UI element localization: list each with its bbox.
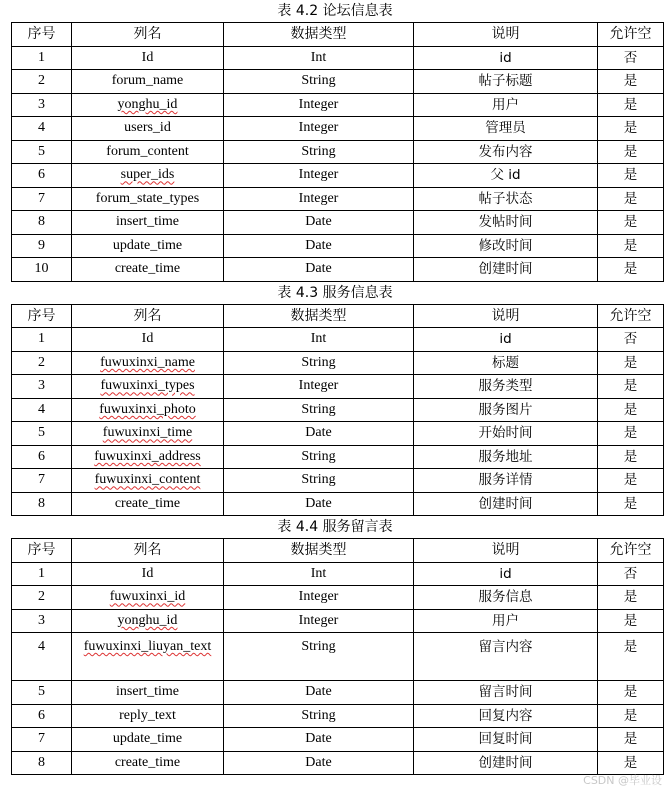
header-cell: 列名 (72, 23, 224, 47)
column-name: reply_text (72, 704, 224, 728)
data-type: Date (224, 258, 414, 282)
nullable: 是 (598, 492, 664, 516)
description: 服务类型 (414, 375, 598, 399)
column-name (72, 93, 224, 117)
column-name: update_time (72, 728, 224, 752)
table-row (12, 328, 664, 352)
table-row (12, 93, 664, 117)
data-type: Int (224, 328, 414, 352)
nullable: 是 (598, 681, 664, 705)
header-cell: 允许空 (598, 539, 664, 563)
description: 帖子标题 (414, 70, 598, 94)
data-type: Int (224, 46, 414, 70)
column-name (72, 164, 224, 188)
row-number: 4 (12, 398, 72, 422)
row-number: 1 (12, 328, 72, 352)
row-number: 3 (12, 375, 72, 399)
description: 发帖时间 (414, 211, 598, 235)
nullable: 是 (598, 117, 664, 141)
column-name-text: super_ids (120, 167, 175, 183)
table-row (12, 469, 664, 493)
data-type: String (224, 70, 414, 94)
description: 服务地址 (414, 445, 598, 469)
row-number: 8 (12, 492, 72, 516)
header-cell: 说明 (414, 23, 598, 47)
row-number: 9 (12, 234, 72, 258)
data-type: Date (224, 681, 414, 705)
nullable: 是 (598, 211, 664, 235)
column-name (72, 586, 224, 610)
description: 管理员 (414, 117, 598, 141)
column-name: forum_state_types (72, 187, 224, 211)
data-type: Integer (224, 187, 414, 211)
column-name-text: fuwuxinxi_types (100, 378, 195, 394)
nullable: 是 (598, 375, 664, 399)
table-row (12, 492, 664, 516)
column-name-text: fuwuxinxi_name (100, 354, 195, 370)
column-name: create_time (72, 492, 224, 516)
header-cell: 说明 (414, 304, 598, 328)
data-type: String (224, 704, 414, 728)
column-name (72, 633, 224, 681)
row-number: 7 (12, 187, 72, 211)
data-type: Date (224, 422, 414, 446)
data-type: Date (224, 234, 414, 258)
header-cell: 序号 (12, 304, 72, 328)
nullable: 否 (598, 328, 664, 352)
description: 修改时间 (414, 234, 598, 258)
row-number: 1 (12, 46, 72, 70)
data-type: String (224, 633, 414, 681)
table-row (12, 258, 664, 282)
description: 服务图片 (414, 398, 598, 422)
nullable: 是 (598, 422, 664, 446)
column-name-text: fuwuxinxi_id (109, 589, 186, 605)
column-name: forum_name (72, 70, 224, 94)
column-name-text: fuwuxinxi_address (94, 448, 201, 464)
description: 用户 (414, 93, 598, 117)
data-type: Integer (224, 609, 414, 633)
nullable: 是 (598, 609, 664, 633)
data-type: Date (224, 728, 414, 752)
nullable: 是 (598, 751, 664, 775)
table-row (12, 46, 664, 70)
description: 创建时间 (414, 492, 598, 516)
description: 开始时间 (414, 422, 598, 446)
row-number: 5 (12, 140, 72, 164)
table-caption: 表 4.2 论坛信息表 (277, 3, 393, 19)
nullable: 是 (598, 93, 664, 117)
data-type: Integer (224, 117, 414, 141)
header-cell: 列名 (72, 539, 224, 563)
table-row (12, 728, 664, 752)
row-number: 2 (12, 351, 72, 375)
table-row (12, 704, 664, 728)
column-name (72, 351, 224, 375)
description: 留言内容 (414, 633, 598, 681)
nullable: 是 (598, 704, 664, 728)
nullable: 是 (598, 586, 664, 610)
column-name: create_time (72, 258, 224, 282)
description: 创建时间 (414, 258, 598, 282)
data-type: Date (224, 751, 414, 775)
header-cell: 序号 (12, 539, 72, 563)
table-row (12, 164, 664, 188)
description: 服务详情 (414, 469, 598, 493)
nullable: 否 (598, 46, 664, 70)
column-name: users_id (72, 117, 224, 141)
data-type: Date (224, 492, 414, 516)
column-name (72, 375, 224, 399)
row-number: 8 (12, 751, 72, 775)
row-number: 7 (12, 469, 72, 493)
row-number: 3 (12, 609, 72, 633)
data-type: Integer (224, 164, 414, 188)
column-name-text: yonghu_id (117, 96, 178, 112)
table-row (12, 398, 664, 422)
forum-info-table (11, 22, 664, 282)
column-name: insert_time (72, 211, 224, 235)
data-type: Integer (224, 375, 414, 399)
table-row (12, 351, 664, 375)
nullable: 是 (598, 234, 664, 258)
table-header-row (12, 304, 664, 328)
column-name-text: fuwuxinxi_content (94, 472, 201, 488)
table-caption: 表 4.3 服务信息表 (277, 284, 393, 301)
description: id (414, 562, 598, 586)
row-number: 1 (12, 562, 72, 586)
table-row (12, 117, 664, 141)
description: 回复内容 (414, 704, 598, 728)
nullable: 是 (598, 351, 664, 375)
description: 回复时间 (414, 728, 598, 752)
nullable: 是 (598, 164, 664, 188)
nullable: 是 (598, 633, 664, 681)
column-name (72, 609, 224, 633)
column-name: create_time (72, 751, 224, 775)
column-name-text: fuwuxinxi_time (102, 425, 193, 441)
row-number: 6 (12, 445, 72, 469)
data-type: String (224, 398, 414, 422)
table-row (12, 211, 664, 235)
description: 创建时间 (414, 751, 598, 775)
description: 标题 (414, 351, 598, 375)
data-type: Integer (224, 93, 414, 117)
nullable: 是 (598, 445, 664, 469)
description: 留言时间 (414, 681, 598, 705)
nullable: 是 (598, 728, 664, 752)
header-cell: 数据类型 (224, 539, 414, 563)
nullable: 是 (598, 140, 664, 164)
table-header-row (12, 539, 664, 563)
description: 发布内容 (414, 140, 598, 164)
column-name: insert_time (72, 681, 224, 705)
table-row (12, 445, 664, 469)
header-cell: 允许空 (598, 304, 664, 328)
row-number: 6 (12, 164, 72, 188)
service-message-table (11, 538, 664, 775)
column-name-text: fuwuxinxi_photo (99, 401, 196, 417)
header-cell: 列名 (72, 304, 224, 328)
description: 用户 (414, 609, 598, 633)
nullable: 是 (598, 70, 664, 94)
description: 帖子状态 (414, 187, 598, 211)
column-name: forum_content (72, 140, 224, 164)
service-info-table (11, 304, 664, 517)
description: id (414, 328, 598, 352)
table-row (12, 586, 664, 610)
row-number: 6 (12, 704, 72, 728)
watermark-text: CSDN @毕业设 (583, 774, 662, 787)
column-name (72, 469, 224, 493)
column-name (72, 445, 224, 469)
row-number: 4 (12, 633, 72, 681)
table-row (12, 609, 664, 633)
data-type: Int (224, 562, 414, 586)
table-row (12, 234, 664, 258)
header-cell: 允许空 (598, 23, 664, 47)
row-number: 2 (12, 586, 72, 610)
data-type: Date (224, 211, 414, 235)
row-number: 3 (12, 93, 72, 117)
nullable: 否 (598, 562, 664, 586)
header-cell: 数据类型 (224, 304, 414, 328)
data-type: String (224, 140, 414, 164)
table-row (12, 562, 664, 586)
data-type: Integer (224, 586, 414, 610)
column-name-text: yonghu_id (117, 612, 178, 628)
row-number: 7 (12, 728, 72, 752)
table-row (12, 681, 664, 705)
row-number: 8 (12, 211, 72, 235)
header-cell: 说明 (414, 539, 598, 563)
table-header-row (12, 23, 664, 47)
column-name-text: fuwuxinxi_liuyan_text (83, 639, 212, 654)
row-number: 4 (12, 117, 72, 141)
table-row (12, 187, 664, 211)
nullable: 是 (598, 398, 664, 422)
table-row (12, 375, 664, 399)
table-row (12, 70, 664, 94)
data-type: String (224, 351, 414, 375)
table-row (12, 140, 664, 164)
table-row (12, 422, 664, 446)
data-type: String (224, 445, 414, 469)
description: id (414, 46, 598, 70)
column-name: Id (72, 46, 224, 70)
column-name (72, 422, 224, 446)
table-row (12, 751, 664, 775)
nullable: 是 (598, 469, 664, 493)
row-number: 10 (12, 258, 72, 282)
column-name: Id (72, 328, 224, 352)
table-caption: 表 4.4 服务留言表 (277, 519, 393, 535)
description: 服务信息 (414, 586, 598, 610)
column-name: update_time (72, 234, 224, 258)
data-type: String (224, 469, 414, 493)
table-row (12, 633, 664, 681)
column-name: Id (72, 562, 224, 586)
row-number: 2 (12, 70, 72, 94)
nullable: 是 (598, 187, 664, 211)
header-cell: 数据类型 (224, 23, 414, 47)
header-cell: 序号 (12, 23, 72, 47)
column-name (72, 398, 224, 422)
nullable: 是 (598, 258, 664, 282)
row-number: 5 (12, 681, 72, 705)
description: 父 id (414, 164, 598, 188)
row-number: 5 (12, 422, 72, 446)
